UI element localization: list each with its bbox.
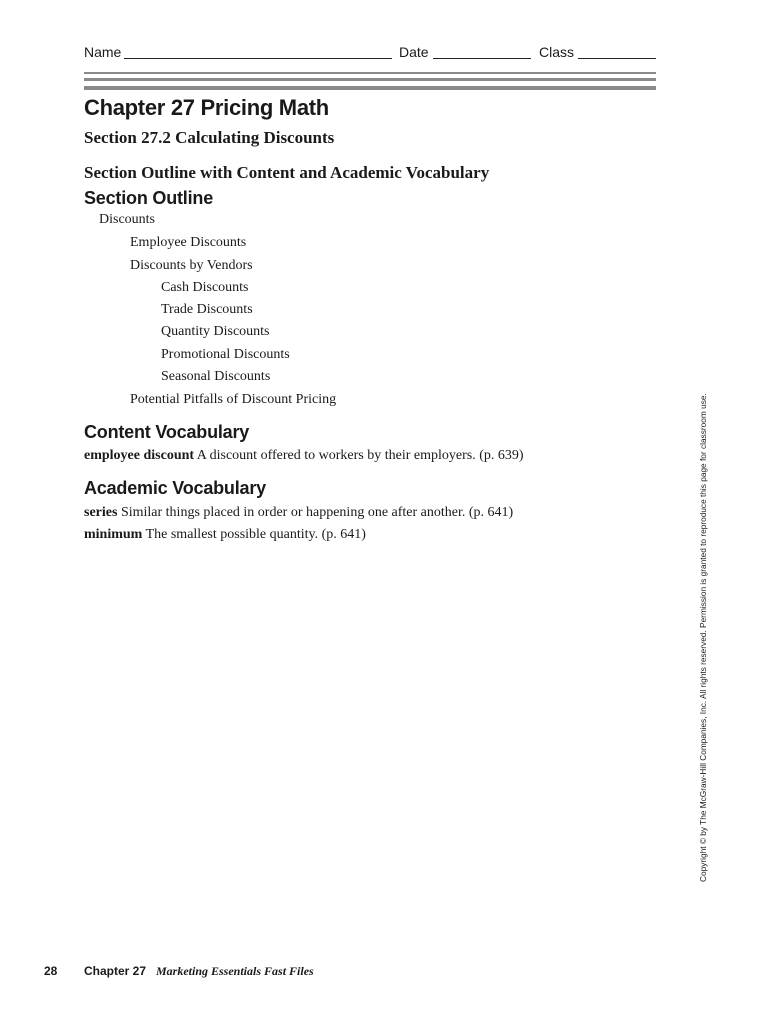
vocab-definition: Similar things placed in order or happening one after another. (p. 641) — [117, 505, 514, 520]
outline-heading: Section Outline with Content and Academic Vocabulary — [84, 163, 490, 182]
header-rule-middle — [84, 78, 656, 81]
class-label: Class — [539, 44, 575, 60]
vocab-entry — [84, 505, 513, 521]
chapter-title: Chapter 27 Pricing Math — [84, 95, 329, 120]
name-blank — [124, 44, 392, 59]
section-title: Section 27.2 Calculating Discounts — [84, 128, 335, 147]
vocab-definition: The smallest possible quantity. (p. 641) — [142, 527, 366, 542]
page-footer — [44, 964, 444, 984]
outline-item: Employee Discounts — [130, 235, 247, 250]
header-rule-bottom — [84, 86, 656, 90]
vocab-term: minimum — [84, 527, 143, 542]
date-label: Date — [399, 44, 429, 60]
date-blank — [433, 44, 531, 59]
vocab-term: employee discount — [84, 448, 195, 463]
academic-vocabulary-heading: Academic Vocabulary — [84, 478, 266, 498]
vocab-definition: A discount offered to workers by their employers. (p. 639) — [194, 448, 524, 463]
outline-item: Quantity Discounts — [161, 324, 270, 339]
header-rule-top — [84, 72, 656, 74]
outline-item: Seasonal Discounts — [161, 369, 271, 384]
outline-item: Potential Pitfalls of Discount Pricing — [130, 392, 337, 407]
outline-item: Trade Discounts — [161, 302, 253, 317]
outline-item: Cash Discounts — [161, 280, 249, 295]
student-info-line — [84, 44, 656, 64]
content-vocabulary-heading: Content Vocabulary — [84, 422, 250, 442]
outline-item: Discounts — [99, 212, 155, 227]
vocab-entry — [84, 448, 524, 464]
copyright-notice: Copyright © by The McGraw-Hill Companies, Inc. All rights reserved. Permission is granted to reproduce this page for classroom use. — [698, 393, 708, 882]
outline-item: Discounts by Vendors — [130, 258, 253, 273]
footer-book-title: Marketing Essentials Fast Files — [156, 964, 314, 978]
vocab-term: series — [84, 505, 118, 520]
section-outline-heading: Section Outline — [84, 188, 214, 208]
vocab-entry — [84, 527, 366, 543]
footer-chapter: Chapter 27 — [84, 964, 147, 978]
name-label: Name — [84, 44, 122, 60]
outline-item: Promotional Discounts — [161, 347, 290, 362]
page-number: 28 — [44, 964, 58, 978]
class-blank — [578, 44, 656, 59]
